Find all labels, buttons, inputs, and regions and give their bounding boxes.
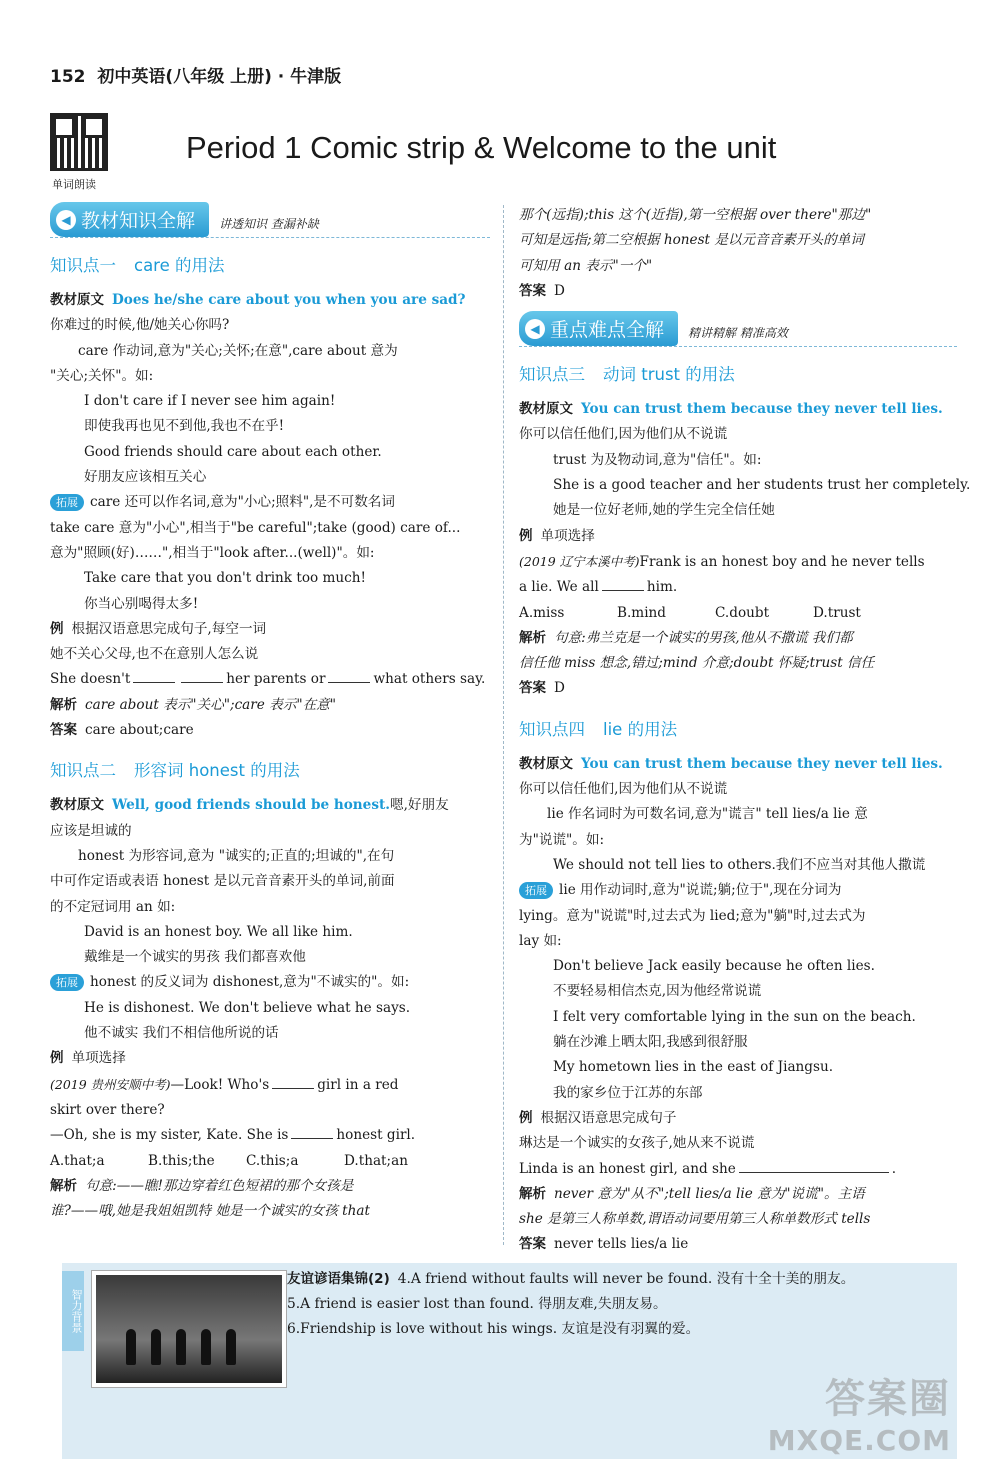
option-b[interactable]: B.mind xyxy=(617,604,667,621)
text-line: take care 意为"小心",相当于"be careful";take (good) care of... xyxy=(50,519,461,536)
option-c[interactable]: C.this;a xyxy=(246,1152,299,1169)
example-sentence: I felt very comfortable lying in the sun on the beach. xyxy=(553,1008,916,1025)
extension-badge: 拓展 xyxy=(519,882,553,899)
figure-silhouette xyxy=(151,1329,161,1365)
figure-silhouette xyxy=(226,1329,236,1365)
example-translation: 好朋友应该相互关心 xyxy=(84,469,207,486)
example-sentence: David is an honest boy. We all like him. xyxy=(84,923,353,940)
original-sentence: You can trust them because they never tell lies. xyxy=(581,401,943,418)
option-d[interactable]: D.trust xyxy=(813,604,861,621)
fill-in-question: She doesn't her parents or what others say. xyxy=(50,667,490,692)
answer-blank[interactable] xyxy=(291,1124,333,1139)
page-title: Period 1 Comic strip & Welcome to the unit xyxy=(186,130,777,165)
text-line: lay 如: xyxy=(519,932,562,949)
analysis-text: 那个(远指);this 这个(近指),第一空根据 over there"那边" xyxy=(519,207,872,223)
example-sentence: I don't care if I never see him again! xyxy=(84,393,336,410)
question-instruction: 根据汉语意思完成句子 xyxy=(540,1109,677,1126)
analysis-text: care about 表示"关心";care 表示"在意" xyxy=(85,696,337,713)
running-header xyxy=(50,62,341,87)
text-line: "关心;关怀"。如: xyxy=(50,367,154,384)
answer-blank[interactable] xyxy=(181,668,223,683)
answer-blank[interactable] xyxy=(739,1158,889,1173)
figure-silhouette xyxy=(176,1329,186,1365)
fill-in-question: Linda is an honest girl, and she . xyxy=(519,1157,957,1182)
side-tab: 智力背景 xyxy=(62,1271,84,1351)
megaphone-icon: ◀ xyxy=(56,210,76,230)
knowledge-point-4-title: 知识点四 lie 的用法 xyxy=(519,719,678,739)
analysis-text: 谁?——哦,她是我姐姐凯特 她是一个诚实的女孩 that xyxy=(50,1203,370,1220)
original-sentence: Does he/she care about you when you are sad? xyxy=(112,292,466,308)
watermark: 答案圈 MXQE.COM xyxy=(767,1376,951,1457)
example-sentence: Good friends should care about each other. xyxy=(84,443,382,460)
option-c[interactable]: C.doubt xyxy=(715,604,770,621)
section-header-key-points xyxy=(519,312,957,347)
label-orig: 教材原文 xyxy=(50,292,104,308)
text-line: 的不定冠词用 an 如: xyxy=(50,898,176,915)
answer-text: care about;care xyxy=(85,722,194,739)
section-header-textbook xyxy=(50,203,490,238)
question-chinese: 她不关心父母,也不在意别人怎么说 xyxy=(50,646,259,663)
page-number: 152 xyxy=(50,67,86,87)
proverb-box xyxy=(62,1263,957,1459)
choice-question: a lie. We all him. xyxy=(519,575,957,600)
text-line: 意为"照顾(好)……",相当于"look after...(well)"。如: xyxy=(50,544,375,561)
question-instruction: 单项选择 xyxy=(71,1050,126,1067)
question-chinese: 琳达是一个诚实的女孩子,她从来不说谎 xyxy=(519,1135,755,1152)
answer-blank[interactable] xyxy=(133,668,175,683)
choice-question: —Oh, she is my sister, Kate. She is honest girl. xyxy=(50,1123,490,1148)
question-instruction: 单项选择 xyxy=(540,527,595,544)
answer-blank[interactable] xyxy=(328,668,370,683)
option-a[interactable]: A.miss xyxy=(519,604,565,621)
answer-blank[interactable] xyxy=(602,576,644,591)
proverb-title: 友谊谚语集锦(2) xyxy=(287,1271,390,1287)
analysis-text: 可知是远指;第二空根据 honest 是以元音音素开头的单词 xyxy=(519,232,864,249)
knowledge-point-2-title: 知识点二 形容词 honest 的用法 xyxy=(50,761,300,781)
text-line: 你可以信任他们,因为他们从不说谎 xyxy=(519,781,728,798)
right-column: 那个(远指);this 这个(近指),第一空根据 over there"那边" 可知是远指;第二空根据 honest 是以元音音素开头的单词 可知用 an 表示"一个" 答案 D ◀ 重点难点全解 精讲精解 精准高效 知识点三 动词 trust 的用法 教材原文 You can trust them because they never tell lies. 你可以信任他们,因为他们从不说谎 trust 为及物动词,意为"信任"。如: She is a good teacher and her students trust her completely. 她是一位好老师,她的学生完全信任她 例 单项选择 (2019 辽宁本溪中考)Frank is an honest boy and he never tells a lie. We all him. A.miss B.mind C.doubt D.trust 解析 句意:弗兰克是一个诚实的男孩,他从不撒谎 我们都 信任他 miss 想念,错过;mind 介意;doubt 怀疑;trust 信任 答案 D 知识点四 lie 的用法 教材原文 You can trust them because they never tell lies. 你可以信任他们,因为他们从不说谎 lie 作名词时为可数名词,意为"谎言" tell lies/a lie 意 为"说谎"。如: We should not tell lies to others.我们不应当对其他人撒谎 拓展 lie 用作动词时,意为"说谎;躺;位于",现在分词为 lying。意为"说谎"时,过去式为 lied;意为"躺"时,过去式为 lay 如: Don't believe Jack easily because he often lies. 不要轻易相信杰克,因为他经常说谎 I felt very comfortable lying in the sun on the beach. 躺在沙滩上晒太阳,我感到很舒服 My hometown lies in the east of Jiangsu. 我的家乡位于江苏的东部 例 根据汉语意思完成句子 琳达是一个诚实的女孩子,她从来不说谎 Linda is an honest girl, and she . 解析 never 意为"从不";tell lies/a lie 意为"说谎"。主语 she 是第三人称单数,谓语动词要用第三人称单数形式 tells 答案 never tells lies/a lie xyxy=(519,203,957,1258)
example-sentence: Don't believe Jack easily because he often lies. xyxy=(553,958,875,975)
choice-question: (2019 贵州安顺中考)—Look! Who's girl in a red xyxy=(50,1072,490,1098)
option-d[interactable]: D.that;an xyxy=(344,1152,408,1169)
proverb-item: 6.Friendship is love without his wings. 友谊是没有羽翼的爱。 xyxy=(287,1321,700,1337)
answer-options xyxy=(50,1149,490,1174)
example-sentence: My hometown lies in the east of Jiangsu. xyxy=(553,1059,834,1076)
column-divider xyxy=(503,205,504,1245)
extension-badge: 拓展 xyxy=(50,974,84,991)
text-line: 为"说谎"。如: xyxy=(519,831,605,848)
example-translation: 戴维是一个诚实的男孩 我们都喜欢他 xyxy=(84,949,306,966)
text-line: 你可以信任他们,因为他们从不说谎 xyxy=(519,426,728,443)
original-sentence: You can trust them because they never tell lies. xyxy=(581,755,943,772)
analysis-text: 句意:弗兰克是一个诚实的男孩,他从不撒谎 我们都 xyxy=(554,629,853,646)
text-line: lying。意为"说谎"时,过去式为 lied;意为"躺"时,过去式为 xyxy=(519,907,866,924)
text-line: 你难过的时候,他/她关心你吗? xyxy=(50,317,230,334)
text-line: trust 为及物动词,意为"信任"。如: xyxy=(553,451,762,468)
example-sentence: We should not tell lies to others.我们不应当对其他人撒谎 xyxy=(553,856,926,873)
example-translation: 即使我再也见不到他,我也不在乎! xyxy=(84,418,285,435)
example-translation: 不要轻易相信杰克,因为他经常说谎 xyxy=(553,983,762,1000)
book-title: 初中英语(八年级 上册) · 牛津版 xyxy=(97,67,342,87)
text-line: lie 用作动词时,意为"说谎;躺;位于",现在分词为 xyxy=(559,882,842,899)
section-subtitle: 精讲精解 精准高效 xyxy=(688,326,788,341)
example-sentence: She is a good teacher and her students trust her completely. xyxy=(553,477,971,494)
answer-text: D xyxy=(554,282,565,299)
text-line: 应该是坦诚的 xyxy=(50,822,132,839)
text-line: 中可作定语或表语 honest 是以元音音素开头的单词,前面 xyxy=(50,873,395,890)
figure-silhouette xyxy=(126,1329,136,1365)
proverb-item: 5.A friend is easier lost than found. 得朋友难,失朋友易。 xyxy=(287,1296,667,1312)
option-b[interactable]: B.this;the xyxy=(148,1152,215,1169)
qr-code-icon[interactable] xyxy=(50,113,108,171)
proverb-list xyxy=(287,1267,855,1342)
section-subtitle: 讲透知识 查漏补缺 xyxy=(219,217,319,231)
text-line: honest 为形容词,意为 "诚实的;正直的;坦诚的",在句 xyxy=(78,847,395,864)
example-translation: 你当心别喝得太多! xyxy=(84,595,199,612)
text-line: skirt over there? xyxy=(50,1101,165,1118)
proverb-item: 4.A friend without faults will never be found. 没有十全十美的朋友。 xyxy=(397,1271,855,1287)
answer-options xyxy=(519,601,957,626)
friends-photo xyxy=(92,1271,286,1387)
answer-text: D xyxy=(554,680,565,697)
example-translation: 我的家乡位于江苏的东部 xyxy=(553,1084,703,1101)
example-sentence: He is dishonest. We don't believe what he says. xyxy=(84,999,411,1016)
knowledge-point-1-title: 知识点一 care 的用法 xyxy=(50,256,225,275)
example-translation: 她是一位好老师,她的学生完全信任她 xyxy=(553,502,775,519)
text-line: honest 的反义词为 dishonest,意为"不诚实的"。如: xyxy=(90,974,410,991)
extension-badge: 拓展 xyxy=(50,494,84,511)
text-line: lie 作名词时为可数名词,意为"谎言" tell lies/a lie 意 xyxy=(547,806,868,823)
analysis-text: 信任他 miss 想念,错过;mind 介意;doubt 怀疑;trust 信任 xyxy=(519,655,875,672)
question-instruction: 根据汉语意思完成句子,每空一词 xyxy=(71,620,267,637)
analysis-text: 句意:——瞧!那边穿着红色短裙的那个女孩是 xyxy=(85,1177,354,1194)
analysis-text: 可知用 an 表示"一个" xyxy=(519,257,653,274)
analysis-text: never 意为"从不";tell lies/a lie 意为"说谎"。主语 xyxy=(554,1185,865,1202)
answer-blank[interactable] xyxy=(272,1074,314,1089)
option-a[interactable]: A.that;a xyxy=(50,1152,105,1169)
original-sentence: Well, good friends should be honest. xyxy=(112,797,390,814)
example-translation: 躺在沙滩上晒太阳,我感到很舒服 xyxy=(553,1034,748,1051)
example-translation: 他不诚实 我们不相信他所说的话 xyxy=(84,1025,279,1042)
figure-silhouette xyxy=(201,1329,211,1365)
text-line: care 作动词,意为"关心;关怀;在意",care about 意为 xyxy=(78,342,398,359)
answer-text: never tells lies/a lie xyxy=(554,1236,689,1253)
example-sentence: Take care that you don't drink too much! xyxy=(84,570,366,587)
text-line: care 还可以作名词,意为"小心;照料",是不可数名词 xyxy=(90,494,395,511)
qr-label: 单词朗读 xyxy=(52,178,96,191)
left-column: ◀ 教材知识全解 讲透知识 查漏补缺 知识点一 care 的用法 教材原文 Does he/she care about you when you are sad? 你难过的时候,他/她关心你吗? care 作动词,意为"关心;关怀;在意",care about 意为 "关心;关怀"。如: I don't care if I never see him again! 即使我再也见不到他,我也不在乎! Good friends should care about each other. 好朋友应该相互关心 拓展 care 还可以作名词,意为"小心;照料",是不可数名词 take care 意为"小心",相当于"be careful";take (good) care of... 意为"照顾(好)……",相当于"look after...(well)"。如: Take care that you don't drink too much! 你当心别喝得太多! 例 根据汉语意思完成句子,每空一词 她不关心父母,也不在意别人怎么说 She doesn't her parents or what others say. 解析 care about 表示"关心";care 表示"在意" 答案 care about;care 知识点二 形容词 honest 的用法 教材原文 Well, good friends should be honest.嗯,好朋友 应该是坦诚的 honest 为形容词,意为 "诚实的;正直的;坦诚的",在句 中可作定语或表语 honest 是以元音音素开头的单词,前面 的不定冠词用 an 如: David is an honest boy. We all like him. 戴维是一个诚实的男孩 我们都喜欢他 拓展 honest 的反义词为 dishonest,意为"不诚实的"。如: He is dishonest. We don't believe what he says. 他不诚实 我们不相信他所说的话 例 单项选择 (2019 贵州安顺中考)—Look! Who's girl in a red skirt over there? —Oh, she is my sister, Kate. She is honest girl. A.that;a B.this;the C.this;a D.that;an 解析 句意:——瞧!那边穿着红色短裙的那个女孩是 谁?——哦,她是我姐姐凯特 她是一个诚实的女孩 that xyxy=(50,203,490,1224)
megaphone-icon: ◀ xyxy=(525,319,545,339)
section-badge: ◀ 重点难点全解 xyxy=(519,311,678,346)
section-badge: ◀ 教材知识全解 xyxy=(50,202,209,237)
knowledge-point-3-title: 知识点三 动词 trust 的用法 xyxy=(519,365,735,385)
analysis-text: she 是第三人称单数,谓语动词要用第三人称单数形式 tells xyxy=(519,1211,871,1228)
choice-question: (2019 辽宁本溪中考)Frank is an honest boy and he never tells xyxy=(519,553,925,570)
